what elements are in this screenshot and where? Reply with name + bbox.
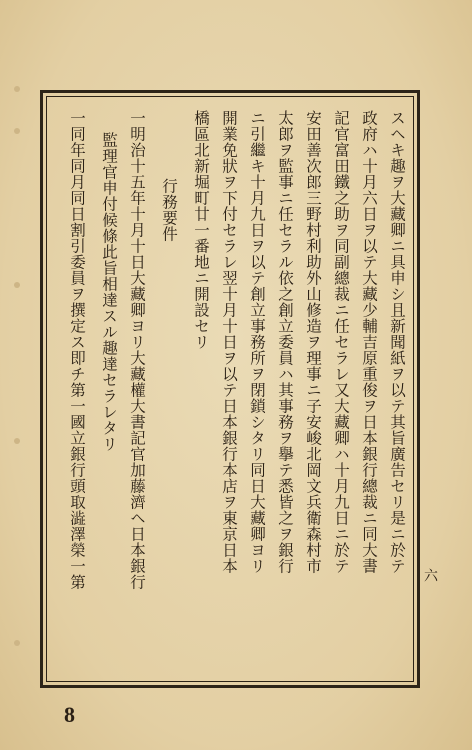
text-column: 監理官申付候條此旨相達スル趣達セラレタリ: [100, 132, 118, 452]
text-column: スヘキ趣ヲ大藏卿ニ具申シ且新聞紙ヲ以テ其旨廣告セリ是ニ於テ: [388, 110, 406, 574]
text-column: 一明治十五年十月十日大藏卿ヨリ大藏權大書記官加藤濟ヘ日本銀行: [128, 110, 146, 590]
folio-number: 8: [64, 702, 75, 727]
text-column: 太郎ヲ監事ニ任セラル依之創立委員ハ其事務ヲ擧テ悉皆之ヲ銀行: [276, 110, 294, 574]
text-column: 安田善次郎三野村利助外山修造ヲ理事ニ子安峻北岡文兵衛森村市: [304, 110, 322, 574]
text-column: 一同年同月同日割引委員ヲ撰定ス即チ第一國立銀行頭取澁澤榮一第: [68, 110, 86, 590]
margin-page-number: 六: [422, 568, 438, 582]
text-column: 開業免狀ヲ下付セラレ翌十月十日ヲ以テ日本銀行本店ヲ東京日本: [220, 110, 238, 574]
section-heading: 行務要件: [160, 178, 178, 242]
text-column: 橋區北新堀町廿一番地ニ開設セリ: [192, 110, 210, 350]
text-column: 政府ハ十月六日ヲ以テ大藏少輔吉原重俊ヲ日本銀行總裁ニ同大書: [360, 110, 378, 574]
text-column: ニ引繼キ十月九日ヲ以テ創立事務所ヲ閉鎖シタリ同日大藏卿ヨリ: [248, 110, 266, 574]
text-column: 記官富田鐵之助ヲ同副總裁ニ任セラレ又大藏卿ハ十月九日ニ於テ: [332, 110, 350, 574]
